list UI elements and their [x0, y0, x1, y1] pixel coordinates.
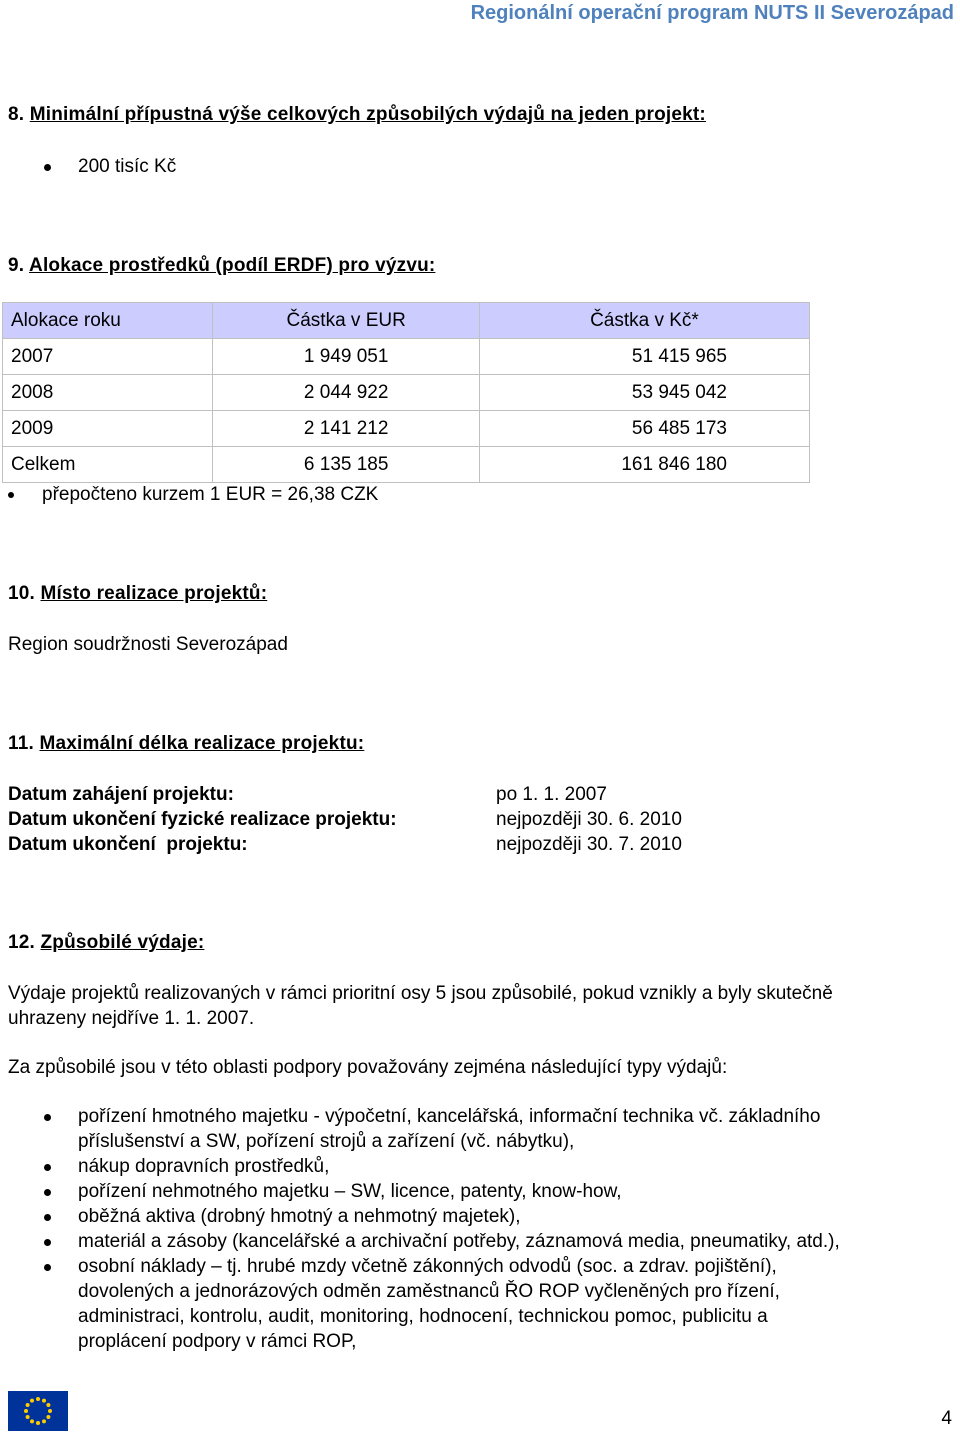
column-header: Částka v EUR	[213, 303, 479, 339]
bullet-dot	[44, 1189, 51, 1196]
list-item-line: dovolených a jednorázových odměn zaměstnanců ŘO ROP vyčleněných pro řízení,	[78, 1281, 780, 1302]
section-number: 12.	[8, 932, 36, 953]
section-number: 8.	[8, 104, 25, 125]
section-10-heading	[8, 583, 267, 605]
list-item-line: administraci, kontrolu, audit, monitoring, hodnocení, technickou pomoc, publicitu a	[78, 1306, 768, 1327]
date-row	[8, 807, 682, 832]
date-row	[8, 782, 682, 807]
date-value: nejpozději 30. 6. 2010	[496, 809, 682, 830]
table-row	[3, 339, 810, 375]
list-item-line: nákup dopravních prostředků,	[78, 1156, 330, 1177]
section-title: Minimální přípustná výše celkových způsobilých výdajů na jeden projekt:	[29, 104, 706, 125]
list-item-line: oběžná aktiva (drobný hmotný a nehmotný majetek),	[78, 1206, 521, 1227]
list-item-line: pořízení hmotného majetku - výpočetní, kancelářská, informační technika vč. základního	[78, 1106, 821, 1127]
table-cell: 56 485 173	[479, 411, 809, 447]
exchange-rate-note: přepočteno kurzem 1 EUR = 26,38 CZK	[42, 484, 379, 505]
bullet-dot	[44, 1214, 51, 1221]
table-cell: 51 415 965	[479, 339, 809, 375]
eu-stars	[8, 1391, 68, 1431]
table-cell: 2009	[3, 411, 213, 447]
table-cell: 2007	[3, 339, 213, 375]
section-8-heading	[8, 104, 706, 126]
date-row	[8, 832, 682, 857]
bullet-dot	[44, 1264, 51, 1271]
list-item-line: osobní náklady – tj. hrubé mzdy včetně zákonných odvodů (soc. a zdrav. pojištění),	[78, 1256, 777, 1277]
table-row	[3, 375, 810, 411]
table-cell: 1 949 051	[213, 339, 479, 375]
section-title: Místo realizace projektů:	[40, 583, 268, 604]
paragraph: Za způsobilé jsou v této oblasti podpory považovány zejména následující typy výdajů:	[8, 1057, 728, 1078]
date-label: Datum ukončení projektu:	[8, 834, 248, 855]
list-item-line: příslušenství a SW, pořízení strojů a zařízení (vč. nábytku),	[78, 1131, 575, 1152]
table-row	[3, 411, 810, 447]
table-row	[3, 447, 810, 483]
bullet-text: 200 tisíc Kč	[78, 156, 177, 177]
date-value: po 1. 1. 2007	[496, 784, 607, 805]
table-cell: 2008	[3, 375, 213, 411]
table-cell: 53 945 042	[479, 375, 809, 411]
list-item-line: materiál a zásoby (kancelářské a archivační potřeby, záznamová media, pneumatiky, atd.),	[78, 1231, 840, 1252]
section-title: Alokace prostředků (podíl ERDF) pro výzvu:	[29, 255, 436, 276]
date-label: Datum ukončení fyzické realizace projektu:	[8, 809, 397, 830]
column-header: Alokace roku	[3, 303, 213, 339]
table-cell: 6 135 185	[213, 447, 479, 483]
document-header: Regionální operační program NUTS II Severozápad	[470, 2, 954, 24]
page-number: 4	[941, 1408, 952, 1429]
date-value: nejpozději 30. 7. 2010	[496, 834, 682, 855]
paragraph-line: uhrazeny nejdříve 1. 1. 2007.	[8, 1008, 255, 1029]
bullet-dot	[8, 492, 14, 498]
section-number: 11.	[8, 733, 34, 754]
section-number: 9.	[8, 255, 25, 276]
column-header: Částka v Kč*	[479, 303, 809, 339]
table-cell: 161 846 180	[479, 447, 809, 483]
bullet-dot	[44, 164, 51, 171]
allocation-table	[2, 302, 810, 483]
list-item-line: pořízení nehmotného majetku – SW, licence, patenty, know-how,	[78, 1181, 622, 1202]
section-number: 10.	[8, 583, 36, 604]
bullet-dot	[44, 1114, 51, 1121]
list-item-line: proplácení podpory v rámci ROP,	[78, 1331, 357, 1352]
table-cell: 2 044 922	[213, 375, 479, 411]
bullet-dot	[44, 1239, 51, 1246]
project-dates	[8, 782, 682, 857]
section-12-heading	[8, 932, 204, 954]
table-cell: 2 141 212	[213, 411, 479, 447]
section-9-heading	[8, 255, 435, 277]
paragraph-line: Výdaje projektů realizovaných v rámci prioritní osy 5 jsou způsobilé, pokud vznikly a byly skutečně	[8, 983, 833, 1004]
table-header-row	[3, 303, 810, 339]
region-text: Region soudržnosti Severozápad	[8, 634, 288, 655]
section-11-heading	[8, 733, 364, 755]
date-label: Datum zahájení projektu:	[8, 784, 234, 805]
bullet-dot	[44, 1164, 51, 1171]
section-title: Způsobilé výdaje:	[40, 932, 205, 953]
section-title: Maximální délka realizace projektu:	[39, 733, 365, 754]
eu-flag-icon	[8, 1391, 68, 1431]
table-cell: Celkem	[3, 447, 213, 483]
